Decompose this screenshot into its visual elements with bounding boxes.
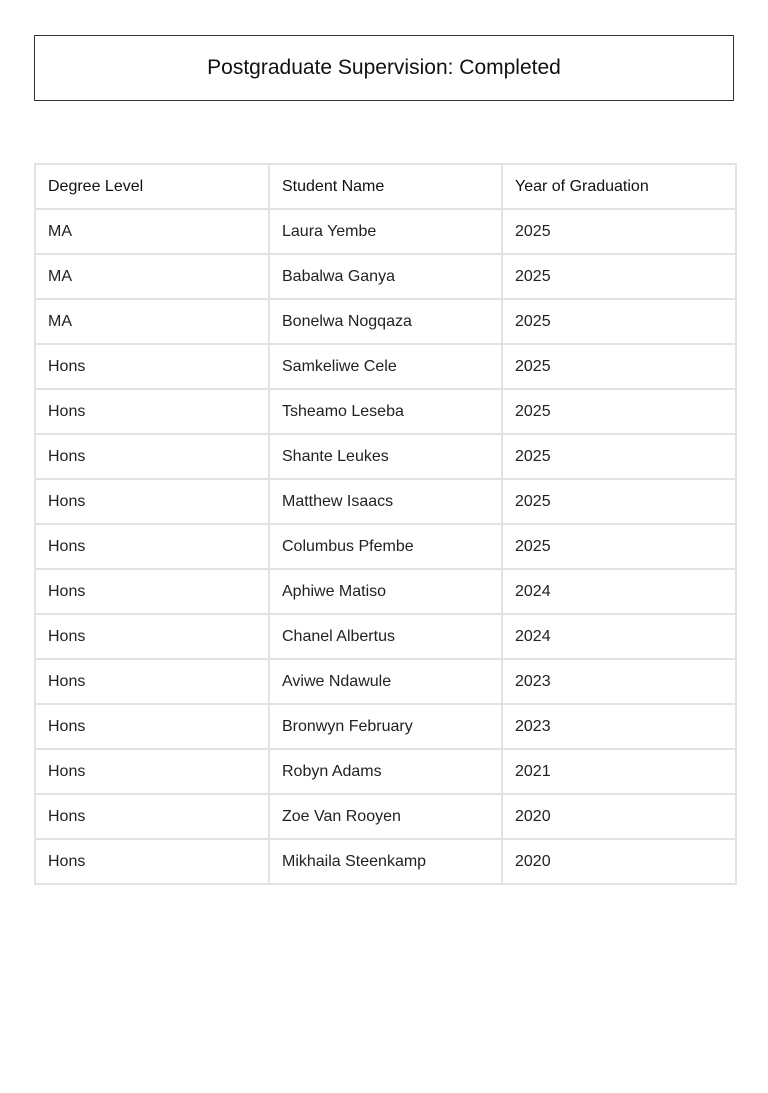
degree-level-cell: Hons <box>35 614 269 659</box>
student-name-cell: Babalwa Ganya <box>269 254 502 299</box>
table-row <box>35 614 736 659</box>
graduation-year-cell: 2020 <box>502 794 736 839</box>
header-year-of-graduation: Year of Graduation <box>502 164 736 209</box>
table-row <box>35 659 736 704</box>
page-title-box <box>34 35 734 101</box>
degree-level-cell: MA <box>35 209 269 254</box>
graduation-year-cell: 2024 <box>502 569 736 614</box>
student-name-cell: Laura Yembe <box>269 209 502 254</box>
degree-level-cell: Hons <box>35 659 269 704</box>
graduation-year-cell: 2023 <box>502 659 736 704</box>
student-name-cell: Matthew Isaacs <box>269 479 502 524</box>
table-row <box>35 389 736 434</box>
table-row <box>35 299 736 344</box>
student-name-cell: Chanel Albertus <box>269 614 502 659</box>
table-header-row <box>35 164 736 209</box>
table-row <box>35 344 736 389</box>
degree-level-cell: Hons <box>35 434 269 479</box>
table-row <box>35 704 736 749</box>
degree-level-cell: Hons <box>35 839 269 884</box>
graduation-year-cell: 2025 <box>502 209 736 254</box>
header-student-name: Student Name <box>269 164 502 209</box>
graduation-year-cell: 2025 <box>502 479 736 524</box>
degree-level-cell: Hons <box>35 569 269 614</box>
student-name-cell: Samkeliwe Cele <box>269 344 502 389</box>
graduation-year-cell: 2025 <box>502 254 736 299</box>
degree-level-cell: Hons <box>35 704 269 749</box>
header-degree-level: Degree Level <box>35 164 269 209</box>
table-row <box>35 434 736 479</box>
student-name-cell: Aviwe Ndawule <box>269 659 502 704</box>
degree-level-cell: Hons <box>35 389 269 434</box>
student-name-cell: Columbus Pfembe <box>269 524 502 569</box>
degree-level-cell: Hons <box>35 344 269 389</box>
table-row <box>35 794 736 839</box>
student-name-cell: Shante Leukes <box>269 434 502 479</box>
degree-level-cell: MA <box>35 299 269 344</box>
page-title: Postgraduate Supervision: Completed <box>207 56 561 79</box>
student-name-cell: Bronwyn February <box>269 704 502 749</box>
graduation-year-cell: 2025 <box>502 524 736 569</box>
graduation-year-cell: 2025 <box>502 344 736 389</box>
table-row <box>35 524 736 569</box>
graduation-year-cell: 2020 <box>502 839 736 884</box>
degree-level-cell: Hons <box>35 794 269 839</box>
student-name-cell: Bonelwa Nogqaza <box>269 299 502 344</box>
graduation-year-cell: 2023 <box>502 704 736 749</box>
degree-level-cell: MA <box>35 254 269 299</box>
table-row <box>35 749 736 794</box>
student-name-cell: Robyn Adams <box>269 749 502 794</box>
degree-level-cell: Hons <box>35 479 269 524</box>
student-name-cell: Mikhaila Steenkamp <box>269 839 502 884</box>
student-name-cell: Aphiwe Matiso <box>269 569 502 614</box>
supervision-table <box>34 163 737 885</box>
graduation-year-cell: 2025 <box>502 389 736 434</box>
table-row <box>35 479 736 524</box>
graduation-year-cell: 2024 <box>502 614 736 659</box>
table-row <box>35 839 736 884</box>
graduation-year-cell: 2025 <box>502 434 736 479</box>
graduation-year-cell: 2021 <box>502 749 736 794</box>
degree-level-cell: Hons <box>35 749 269 794</box>
table-row <box>35 569 736 614</box>
degree-level-cell: Hons <box>35 524 269 569</box>
table-row <box>35 254 736 299</box>
student-name-cell: Zoe Van Rooyen <box>269 794 502 839</box>
table-row <box>35 209 736 254</box>
student-name-cell: Tsheamo Leseba <box>269 389 502 434</box>
graduation-year-cell: 2025 <box>502 299 736 344</box>
